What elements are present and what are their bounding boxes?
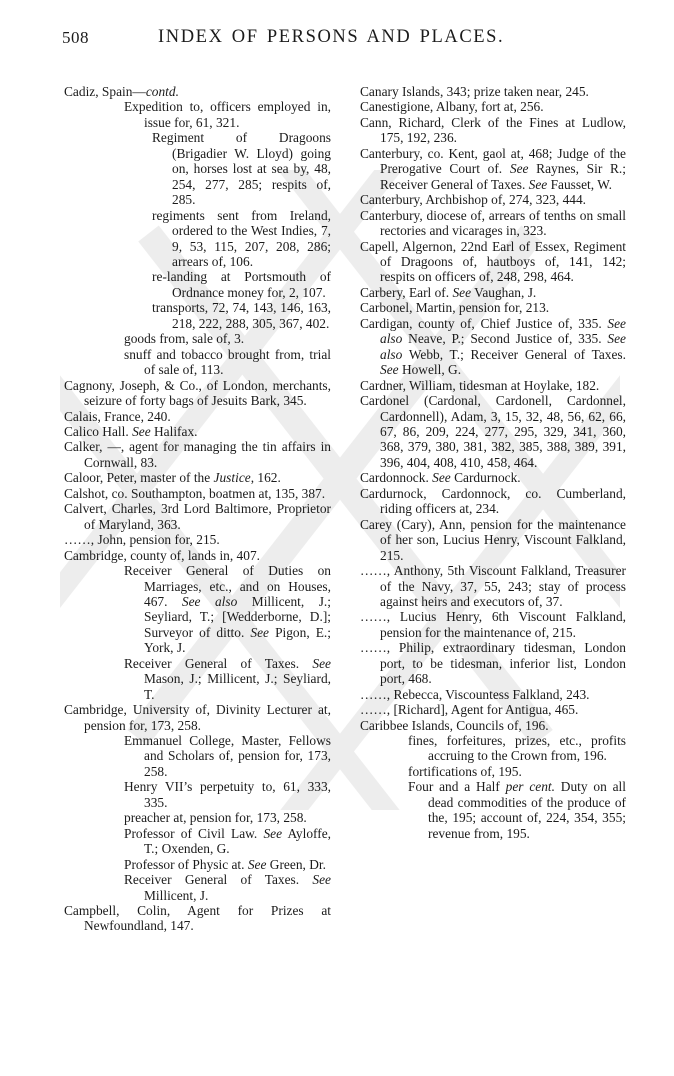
- index-entry: Cardurnock, Cardonnock, co. Cumberland, riding officers at, 234.: [360, 485, 626, 517]
- index-entry: Canterbury, diocese of, arrears of tenths on small rectories and vicarages in, 323.: [360, 207, 626, 239]
- index-subentry: Professor of Physic at. See Green, Dr.: [124, 856, 326, 872]
- index-entry: Cardigan, county of, Chief Justice of, 335. See also Neave, P.; Second Justice of, 335. See also Webb, T.; Receiver General of Taxes. See Howell, G.: [360, 315, 626, 378]
- index-entry: Calvert, Charles, 3rd Lord Baltimore, Proprietor of Maryland, 363.: [64, 501, 331, 532]
- index-subentry: goods from, sale of, 3.: [124, 331, 245, 347]
- index-entry: Carbonel, Martin, pension for, 213.: [360, 300, 550, 316]
- index-subentry: transports, 72, 74, 143, 146, 163, 218, 222, 288, 305, 367, 402.: [152, 300, 331, 331]
- index-subentry: Receiver General of Duties on Marriages, etc., and on Houses, 467. See also Millicent, J.; Seyliard, T.; [Wedderborne, D.]; Surveyor of ditto. See Pigon, E.; York, J.: [124, 563, 331, 656]
- index-entry: Canestigione, Albany, fort at, 256.: [360, 99, 544, 115]
- index-entry: Campbell, Colin, Agent for Prizes at Newfoundland, 147.: [64, 903, 331, 934]
- index-subentry: Expedition to, officers employed in, issue for, 61, 321.: [124, 99, 331, 130]
- index-subentry: re-landing at Portsmouth of Ordnance money for, 2, 107.: [152, 269, 331, 300]
- index-entry: ……, Rebecca, Viscountess Falkland, 243.: [360, 686, 590, 702]
- index-entry: ……, Anthony, 5th Viscount Falkland, Treasurer of the Navy, 37, 55, 243; stay of process against heirs and executors of, 37.: [360, 563, 626, 609]
- index-entry: Cagnony, Joseph, & Co., of London, merchants, seizure of forty bags of Jesuits Bark, 345.: [64, 377, 331, 409]
- index-entry: ……, Lucius Henry, 6th Viscount Falkland, pension for the maintenance of, 215.: [360, 609, 626, 640]
- index-entry: Carey (Cary), Ann, pension for the maintenance of her son, Lucius Henry, Viscount Falkland, 215.: [360, 516, 626, 563]
- index-entry: Cambridge, University of, Divinity Lecturer at, pension for, 173, 258.: [64, 702, 331, 733]
- index-subentry: fortifications of, 195.: [408, 763, 522, 779]
- index-subentry: regiments sent from Ireland, ordered to the West Indies, 7, 9, 53, 115, 207, 208, 286; arrears of, 106.: [152, 207, 331, 269]
- page-number: 508: [62, 28, 89, 47]
- index-entry: Cambridge, county of, lands in, 407.: [64, 547, 260, 563]
- index-entry: Cadiz, Spain—contd.: [64, 84, 179, 99]
- index-entry: Carbery, Earl of. See Vaughan, J.: [360, 284, 537, 300]
- index-entry: Calico Hall. See Halifax.: [64, 423, 198, 439]
- page-header: [62, 22, 628, 52]
- index-entry: Calais, France, 240.: [64, 408, 171, 424]
- index-entry: ……, Philip, extraordinary tidesman, London port, to be tidesman, inferior list, London port, 468.: [360, 640, 626, 687]
- index-entry: Cardonnock. See Cardurnock.: [360, 470, 521, 486]
- index-column-left: [64, 84, 331, 934]
- index-entry: Calker, —, agent for managing the tin affairs in Cornwall, 83.: [64, 439, 331, 470]
- index-subentry: snuff and tobacco brought from, trial of sale of, 113.: [124, 346, 331, 378]
- index-subentry: Four and a Half per cent. Duty on all dead commodities of the produce of the, 195; account of, 224, 354, 355; revenue from, 195.: [408, 779, 626, 841]
- index-subentry: Regiment of Dragoons (Brigadier W. Lloyd) going on, horses lost at sea by, 48, 254, 277, 285; respits of, 285.: [152, 130, 331, 208]
- index-entry: Calshot, co. Southampton, boatmen at, 135, 387.: [64, 485, 326, 501]
- index-entry: Cardonel (Cardonal, Cardonell, Cardonnel, Cardonnell), Adam, 3, 15, 32, 48, 56, 62, 66, 67, 86, 209, 224, 277, 295, 329, 341, 360, 368, 379, 380, 381, 382, 385, 388, 389, 391, 396, 404, 408, 410, 458, 464.: [360, 393, 626, 470]
- page-title: INDEX OF PERSONS AND PLACES.: [158, 27, 505, 47]
- index-entry: ……, [Richard], Agent for Antigua, 465.: [360, 702, 579, 718]
- index-entry: Caribbee Islands, Councils of, 196.: [360, 717, 549, 733]
- index-entry: ……, John, pension for, 215.: [64, 532, 220, 548]
- index-entry: Canary Islands, 343; prize taken near, 245.: [360, 84, 589, 99]
- index-subentry: fines, forfeitures, prizes, etc., profits accruing to the Crown from, 196.: [408, 733, 626, 764]
- index-column-right: [360, 84, 626, 841]
- index-entry: Canterbury, Archbishop of, 274, 323, 444.: [360, 192, 586, 208]
- index-subentry: preacher at, pension for, 173, 258.: [124, 810, 307, 826]
- index-entry: Canterbury, co. Kent, gaol at, 468; Judge of the Prerogative Court of. See Raynes, Sir R.; Receiver General of Taxes. See Fausset, W.: [360, 145, 626, 192]
- index-subentry: Receiver General of Taxes. See Millicent, J.: [124, 872, 331, 903]
- index-entry: Cann, Richard, Clerk of the Fines at Ludlow, 175, 192, 236.: [360, 114, 626, 146]
- index-entry: Capell, Algernon, 22nd Earl of Essex, Regiment of Dragoons of, hautboys of, 141, 142; respits on officers of, 248, 298, 464.: [360, 238, 626, 285]
- index-subentry: Emmanuel College, Master, Fellows and Scholars of, pension for, 173, 258.: [124, 733, 331, 779]
- index-subentry: Receiver General of Taxes. See Mason, J.; Millicent, J.; Seyliard, T.: [124, 655, 331, 702]
- index-entry: Caloor, Peter, master of the Justice, 162.: [64, 470, 281, 486]
- index-subentry: Professor of Civil Law. See Ayloffe, T.; Oxenden, G.: [124, 825, 331, 857]
- index-entry: Cardner, William, tidesman at Hoylake, 182.: [360, 377, 600, 393]
- index-subentry: Henry VII’s perpetuity to, 61, 333, 335.: [124, 779, 331, 810]
